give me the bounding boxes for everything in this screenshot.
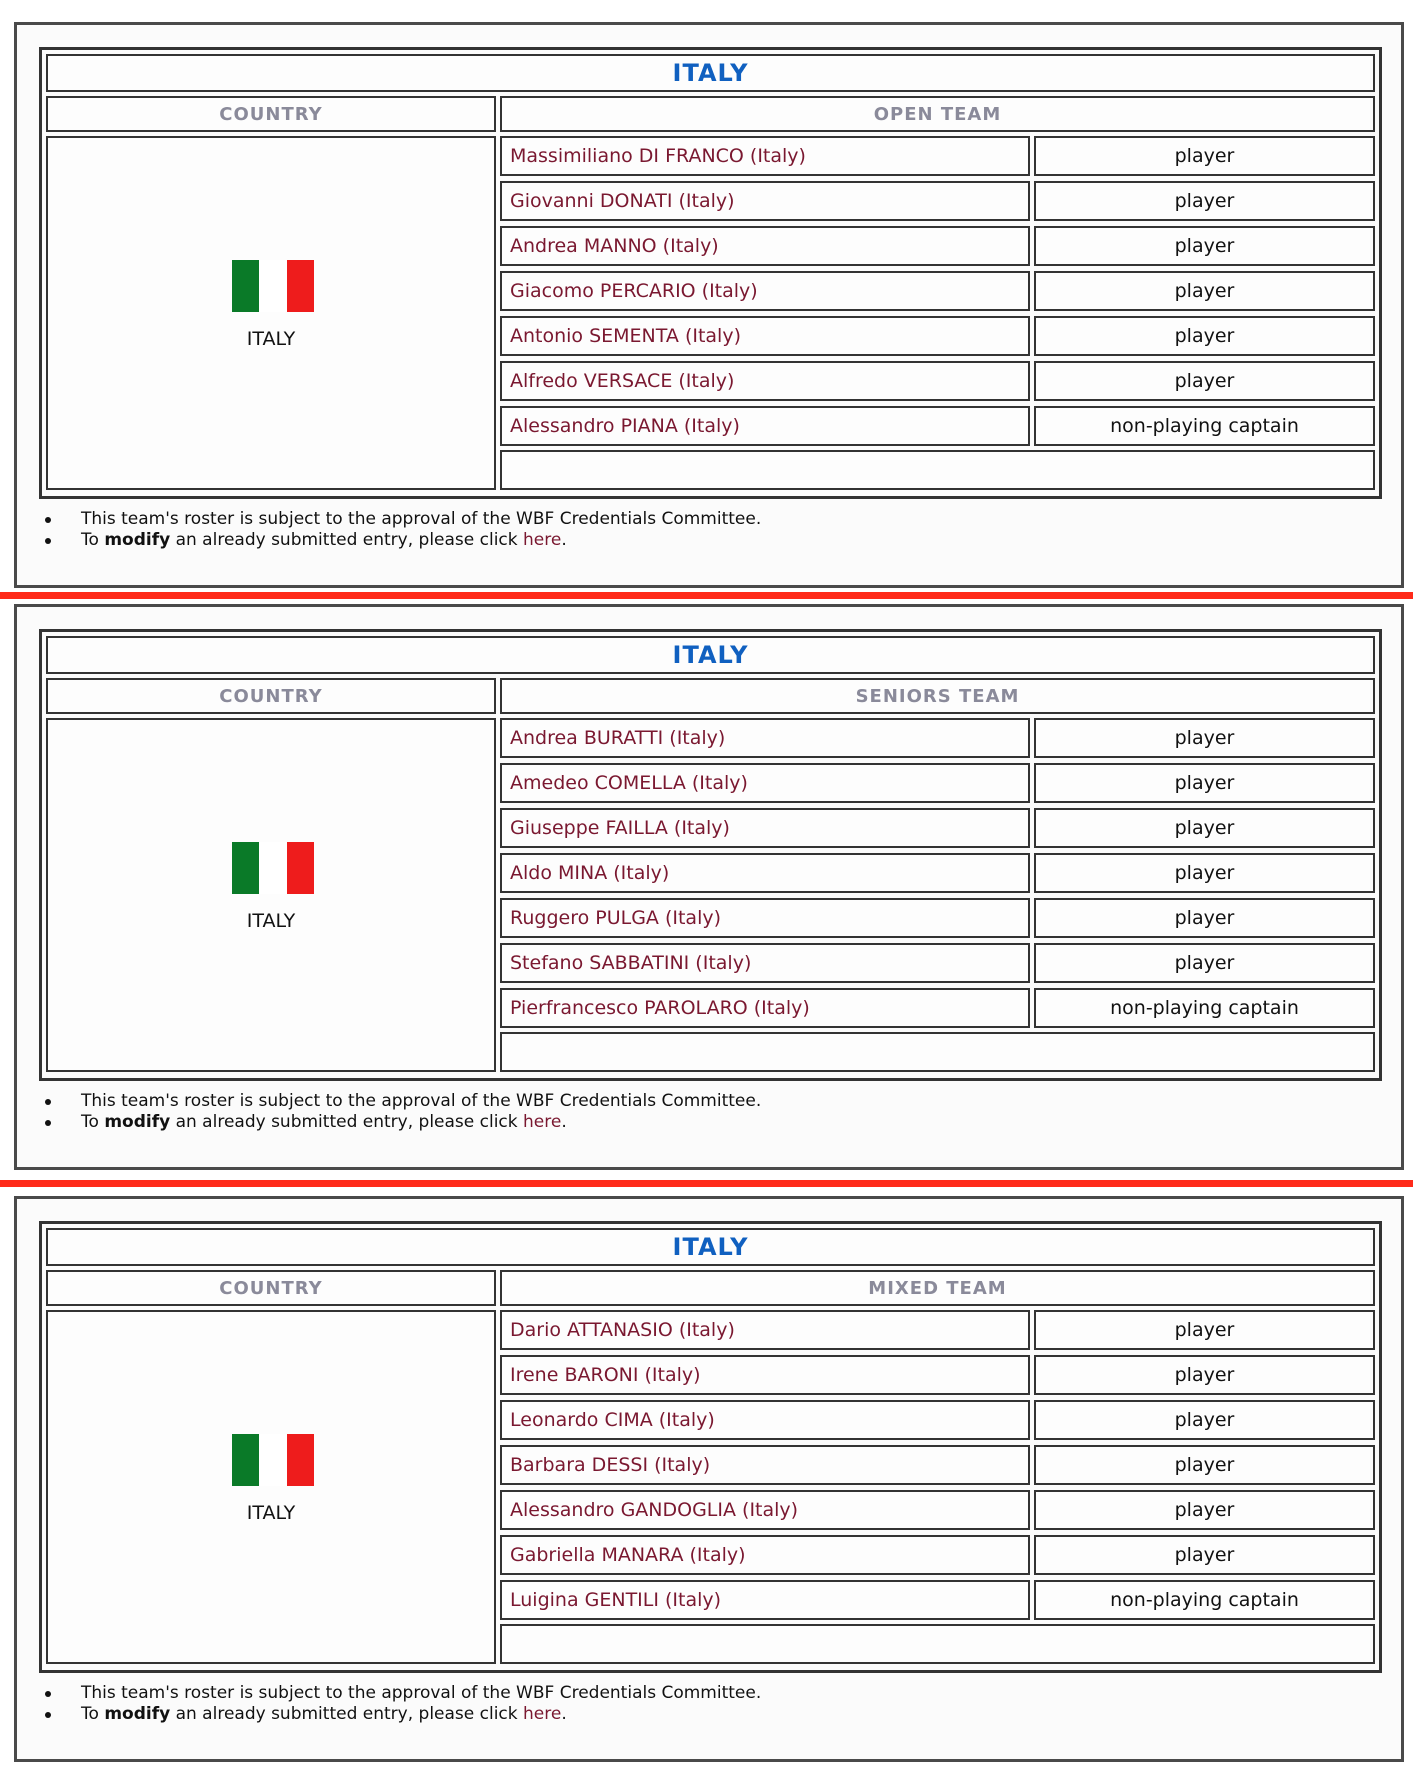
italy-flag-icon [232, 1434, 314, 1486]
member-name[interactable]: Luigina GENTILI (Italy) [500, 1580, 1030, 1620]
member-name[interactable]: Leonardo CIMA (Italy) [500, 1400, 1030, 1440]
empty-row [500, 450, 1375, 490]
member-name[interactable]: Stefano SABBATINI (Italy) [500, 943, 1030, 983]
roster-notes [39, 509, 1359, 551]
country-column-header: COUNTRY [46, 678, 496, 714]
country-cell [46, 1310, 496, 1664]
member-role: player [1034, 898, 1375, 938]
member-role: player [1034, 226, 1375, 266]
member-role: player [1034, 718, 1375, 758]
member-name[interactable]: Andrea BURATTI (Italy) [500, 718, 1030, 758]
member-name[interactable]: Pierfrancesco PAROLARO (Italy) [500, 988, 1030, 1028]
member-name[interactable]: Antonio SEMENTA (Italy) [500, 316, 1030, 356]
team-country-title: ITALY [46, 1228, 1375, 1266]
member-name[interactable]: Giovanni DONATI (Italy) [500, 181, 1030, 221]
member-role: player [1034, 808, 1375, 848]
italy-flag-icon [232, 260, 314, 312]
member-name[interactable]: Giacomo PERCARIO (Italy) [500, 271, 1030, 311]
member-name[interactable]: Barbara DESSI (Italy) [500, 1445, 1030, 1485]
country-column-header: COUNTRY [46, 96, 496, 132]
italy-flag-icon [232, 842, 314, 894]
roster-notes [39, 1683, 1359, 1725]
member-role: player [1034, 763, 1375, 803]
seniors-team-panel [14, 604, 1404, 1170]
member-name[interactable]: Amedeo COMELLA (Italy) [500, 763, 1030, 803]
team-country-title: ITALY [46, 636, 1375, 674]
member-name[interactable]: Alfredo VERSACE (Italy) [500, 361, 1030, 401]
member-name[interactable]: Gabriella MANARA (Italy) [500, 1535, 1030, 1575]
open-team-panel [14, 22, 1404, 588]
member-role: non-playing captain [1034, 1580, 1375, 1620]
note-modify: To modify an already submitted entry, please click here. [39, 1704, 1359, 1725]
team-roster-table [39, 47, 1382, 499]
country-name: ITALY [246, 328, 296, 350]
note-modify: To modify an already submitted entry, please click here. [39, 530, 1359, 551]
section-separator [0, 1180, 1413, 1187]
member-role: player [1034, 1355, 1375, 1395]
team-column-header: OPEN TEAM [500, 96, 1375, 132]
modify-here-link[interactable]: here [523, 530, 562, 550]
country-cell [46, 136, 496, 490]
member-role: player [1034, 136, 1375, 176]
member-name[interactable]: Giuseppe FAILLA (Italy) [500, 808, 1030, 848]
member-name[interactable]: Massimiliano DI FRANCO (Italy) [500, 136, 1030, 176]
modify-here-link[interactable]: here [523, 1704, 562, 1724]
country-cell [46, 718, 496, 1072]
note-modify: To modify an already submitted entry, please click here. [39, 1112, 1359, 1133]
mixed-team-panel [14, 1196, 1404, 1762]
empty-row [500, 1624, 1375, 1664]
member-role: player [1034, 1535, 1375, 1575]
member-role: non-playing captain [1034, 988, 1375, 1028]
member-role: player [1034, 316, 1375, 356]
member-name[interactable]: Dario ATTANASIO (Italy) [500, 1310, 1030, 1350]
member-role: player [1034, 1400, 1375, 1440]
country-name: ITALY [246, 910, 296, 932]
modify-here-link[interactable]: here [523, 1112, 562, 1132]
empty-row [500, 1032, 1375, 1072]
member-role: player [1034, 853, 1375, 893]
member-role: player [1034, 943, 1375, 983]
team-column-header: SENIORS TEAM [500, 678, 1375, 714]
team-roster-table [39, 629, 1382, 1081]
roster-notes [39, 1091, 1359, 1133]
modify-emphasis: modify [104, 530, 171, 550]
modify-emphasis: modify [104, 1112, 171, 1132]
modify-emphasis: modify [104, 1704, 171, 1724]
note-approval: This team's roster is subject to the approval of the WBF Credentials Committee. [39, 1683, 1359, 1704]
member-name[interactable]: Ruggero PULGA (Italy) [500, 898, 1030, 938]
team-roster-table [39, 1221, 1382, 1673]
team-column-header: MIXED TEAM [500, 1270, 1375, 1306]
member-role: player [1034, 1490, 1375, 1530]
country-name: ITALY [246, 1502, 296, 1524]
member-role: player [1034, 181, 1375, 221]
member-role: non-playing captain [1034, 406, 1375, 446]
member-role: player [1034, 271, 1375, 311]
team-country-title: ITALY [46, 54, 1375, 92]
note-approval: This team's roster is subject to the approval of the WBF Credentials Committee. [39, 509, 1359, 530]
member-role: player [1034, 1310, 1375, 1350]
member-name[interactable]: Alessandro GANDOGLIA (Italy) [500, 1490, 1030, 1530]
member-name[interactable]: Andrea MANNO (Italy) [500, 226, 1030, 266]
note-approval: This team's roster is subject to the approval of the WBF Credentials Committee. [39, 1091, 1359, 1112]
member-name[interactable]: Irene BARONI (Italy) [500, 1355, 1030, 1395]
member-name[interactable]: Aldo MINA (Italy) [500, 853, 1030, 893]
section-separator [0, 592, 1413, 599]
country-column-header: COUNTRY [46, 1270, 496, 1306]
member-name[interactable]: Alessandro PIANA (Italy) [500, 406, 1030, 446]
member-role: player [1034, 361, 1375, 401]
member-role: player [1034, 1445, 1375, 1485]
